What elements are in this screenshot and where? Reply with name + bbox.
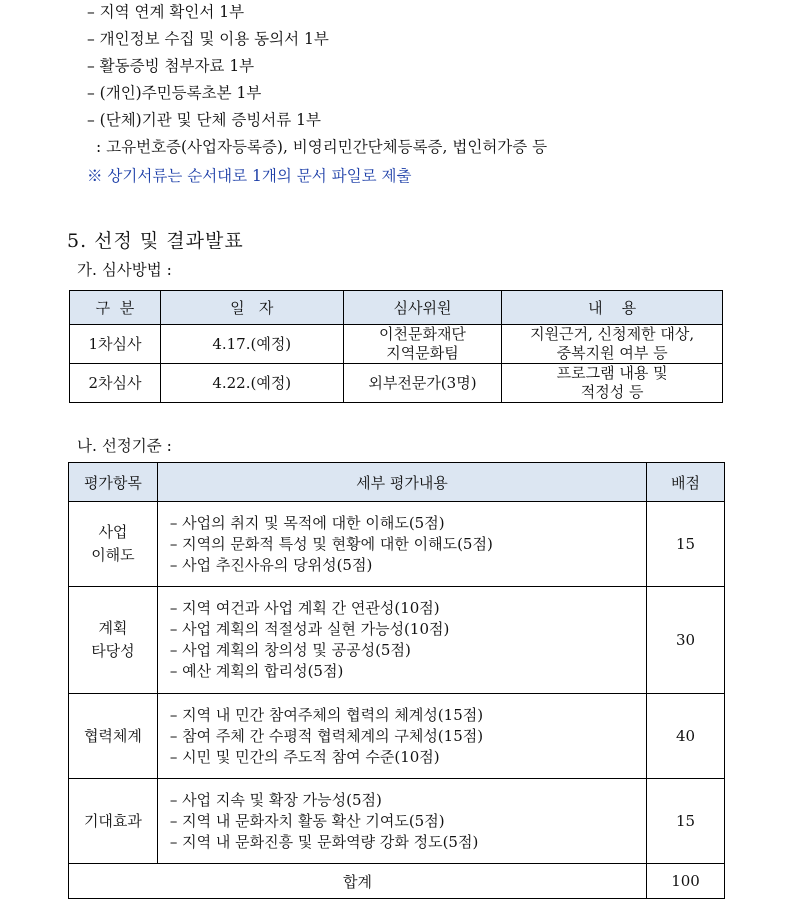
section-title: 5. 선정 및 결과발표 [67, 230, 244, 252]
table-row [69, 502, 725, 587]
table-row [69, 694, 725, 779]
detail-item: – 지역 내 문화자치 활동 확산 기여도(5점) [169, 811, 445, 830]
score-cell: 15 [647, 502, 725, 587]
details-cell [157, 587, 646, 694]
category-cell [69, 502, 158, 587]
total-row [69, 864, 725, 899]
reviewer-line: 지역문화팀 [386, 344, 459, 362]
content-line: 중복지원 여부 등 [556, 344, 668, 362]
attachment-item: : 고유번호증(사업자등록증), 비영리민간단체등록증, 법인허가증 등 [96, 138, 548, 156]
table-header-row [69, 463, 725, 502]
header-score: 배점 [647, 463, 725, 502]
score-cell: 40 [647, 694, 725, 779]
stage-cell: 2차심사 [70, 364, 161, 403]
category-line: 사업 [98, 523, 128, 541]
details-cell [157, 779, 646, 864]
criteria-table [68, 462, 725, 899]
reviewer-line: 이천문화재단 [378, 325, 466, 343]
reviewer-cell: 외부전문가(3명) [343, 364, 502, 403]
stage-cell: 1차심사 [70, 325, 161, 364]
detail-item: – 지역의 문화적 특성 및 현황에 대한 이해도(5점) [169, 534, 493, 553]
table-row [69, 779, 725, 864]
score-cell: 30 [647, 587, 725, 694]
detail-item: – 사업 계획의 적절성과 실현 가능성(10점) [169, 620, 450, 638]
header-stage: 구 분 [70, 291, 161, 325]
table-row [69, 587, 725, 694]
content-line: 프로그램 내용 및 [556, 364, 668, 382]
detail-item: – 시민 및 민간의 주도적 참여 수준(10점) [169, 747, 440, 766]
attachment-item: – 활동증빙 첨부자료 1부 [87, 57, 255, 75]
detail-item: – 지역 여건과 사업 계획 간 연관성(10점) [169, 599, 440, 617]
detail-item: – 참여 주체 간 수평적 협력체계의 구체성(15점) [169, 726, 484, 745]
attachment-item: – 지역 연계 확인서 1부 [87, 3, 245, 21]
header-category: 평가항목 [69, 463, 158, 502]
total-label: 합계 [69, 864, 647, 899]
detail-item: – 예산 계획의 합리성(5점) [169, 662, 344, 680]
category-line: 타당성 [91, 642, 135, 660]
detail-item: – 지역 내 민간 참여주체의 협력의 체계성(15점) [169, 705, 484, 724]
content-line: 적정성 등 [580, 383, 644, 401]
category-line: 계획 [98, 619, 128, 637]
reviewer-cell [343, 325, 502, 364]
detail-item: – 사업 추진사유의 당위성(5점) [169, 555, 373, 574]
category-cell: 협력체계 [69, 694, 158, 779]
header-date: 일 자 [160, 291, 343, 325]
header-details: 세부 평가내용 [157, 463, 646, 502]
details-cell [157, 694, 646, 779]
detail-item: – 지역 내 문화진흥 및 문화역량 강화 정도(5점) [169, 832, 479, 851]
content-cell [502, 325, 723, 364]
category-cell: 기대효과 [69, 779, 158, 864]
attachment-note: ※ 상기서류는 순서대로 1개의 문서 파일로 제출 [87, 167, 412, 185]
score-cell: 15 [647, 779, 725, 864]
detail-item: – 사업 지속 및 확장 가능성(5점) [169, 790, 382, 809]
category-line: 이해도 [91, 546, 135, 564]
table-row [70, 364, 723, 403]
attachment-item: – (단체)기관 및 단체 증빙서류 1부 [87, 111, 322, 129]
attachment-item: – (개인)주민등록초본 1부 [87, 84, 262, 102]
review-heading: 가. 심사방법 : [77, 261, 172, 279]
category-cell [69, 587, 158, 694]
content-line: 지원근거, 신청제한 대상, [530, 325, 695, 343]
header-content: 내 용 [502, 291, 723, 325]
total-score: 100 [647, 864, 725, 899]
attachment-item: – 개인정보 수집 및 이용 동의서 1부 [87, 30, 329, 48]
date-cell: 4.22.(예정) [160, 364, 343, 403]
details-cell [157, 502, 646, 587]
header-reviewer: 심사위원 [343, 291, 502, 325]
table-row [70, 325, 723, 364]
criteria-heading: 나. 선정기준 : [77, 437, 172, 455]
review-table [69, 290, 723, 403]
content-cell [502, 364, 723, 403]
date-cell: 4.17.(예정) [160, 325, 343, 364]
detail-item: – 사업의 취지 및 목적에 대한 이해도(5점) [169, 513, 445, 532]
table-header-row [70, 291, 723, 325]
detail-item: – 사업 계획의 창의성 및 공공성(5점) [169, 641, 411, 659]
